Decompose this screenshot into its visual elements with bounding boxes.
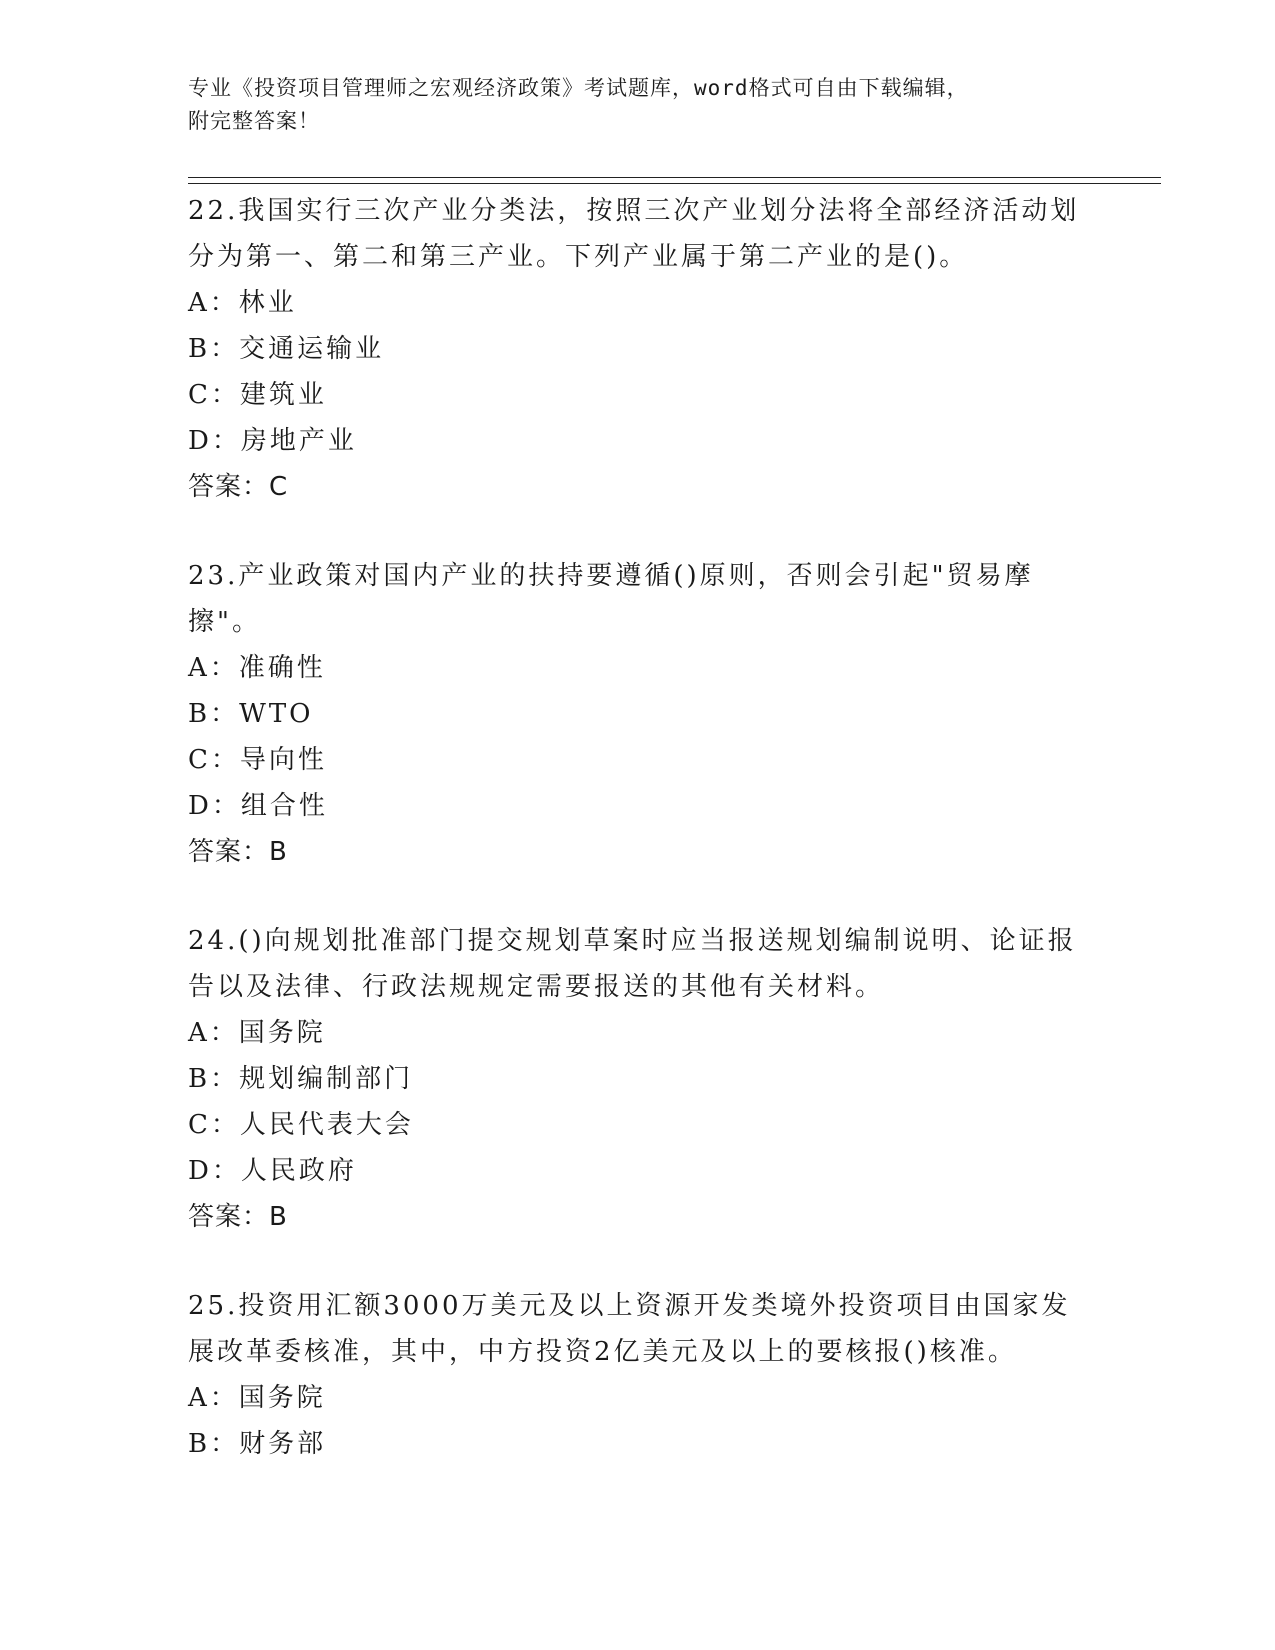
answer: 答案：B — [188, 1202, 288, 1232]
question-25 — [188, 1283, 1088, 1467]
option-c: C：人民代表大会 — [188, 1110, 414, 1140]
question-23 — [188, 553, 1088, 875]
question-22 — [188, 188, 1088, 510]
question-stem: 24.()向规划批准部门提交规划草案时应当报送规划编制说明、论证报告以及法律、行政法规规定需要报送的其他有关材料。 — [188, 926, 1077, 1002]
option-c: C：导向性 — [188, 745, 327, 775]
question-stem: 23.产业政策对国内产业的扶持要遵循()原则，否则会引起"贸易摩擦"。 — [188, 561, 1034, 637]
question-24 — [188, 918, 1088, 1240]
option-d: D：房地产业 — [188, 426, 357, 456]
option-b: B：财务部 — [188, 1429, 327, 1459]
option-c: C：建筑业 — [188, 380, 327, 410]
header-divider-bottom — [188, 183, 1161, 184]
answer: 答案：B — [188, 837, 288, 867]
header-divider-top — [188, 177, 1161, 178]
question-stem: 25.投资用汇额3000万美元及以上资源开发类境外投资项目由国家发展改革委核准，其中，中方投资2亿美元及以上的要核报()核准。 — [188, 1291, 1071, 1367]
option-a: A：国务院 — [188, 1383, 326, 1413]
option-b: B：WTO — [188, 699, 314, 729]
option-b: B：交通运输业 — [188, 334, 385, 364]
option-b: B：规划编制部门 — [188, 1064, 414, 1094]
option-a: A：国务院 — [188, 1018, 326, 1048]
document-header — [188, 72, 1088, 138]
option-a: A：准确性 — [188, 653, 326, 683]
header-line-2: 附完整答案！ — [188, 109, 320, 133]
option-d: D：人民政府 — [188, 1156, 357, 1186]
option-a: A：林业 — [188, 288, 297, 318]
question-stem: 22.我国实行三次产业分类法，按照三次产业划分法将全部经济活动划分为第一、第二和第三产业。下列产业属于第二产业的是()。 — [188, 196, 1080, 272]
header-line-1: 专业《投资项目管理师之宏观经济政策》考试题库，word格式可自由下载编辑， — [188, 76, 969, 100]
question-list — [188, 188, 1088, 1510]
option-d: D：组合性 — [188, 791, 328, 821]
answer: 答案：C — [188, 472, 289, 502]
